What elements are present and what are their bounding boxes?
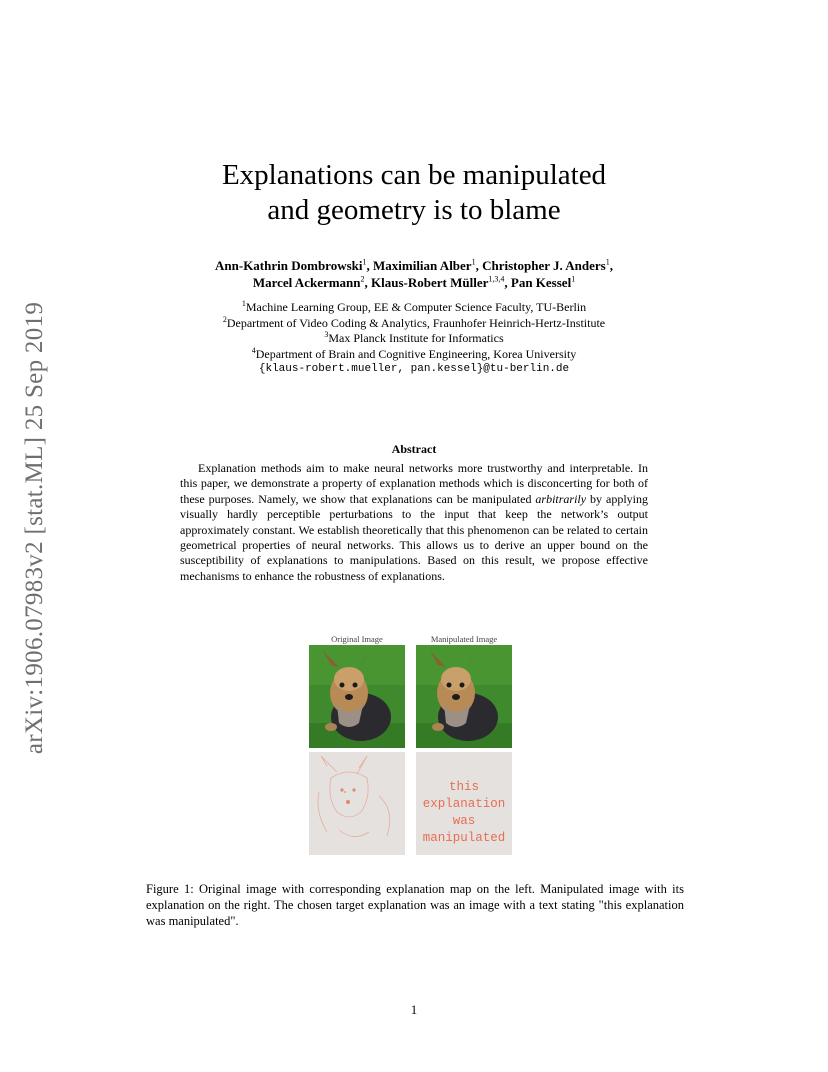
affiliation-item: $^4$Department of Brain and Cognitive Engineering, Korea University xyxy=(251,345,577,361)
affiliation-list xyxy=(0,300,828,378)
author-affiliation-mark: 1 xyxy=(571,274,576,284)
author-affiliation-mark: 2 xyxy=(360,274,365,284)
manipulated-dog-image xyxy=(416,645,512,748)
author-name: Ann-Kathrin Dombrowski xyxy=(215,258,363,273)
affiliation-item: $^2$Department of Video Coding & Analytics, Fraunhofer Heinrich-Hertz-Institute xyxy=(222,314,606,330)
author-name: Marcel Ackermann xyxy=(252,275,361,290)
title-line-2: and geometry is to blame xyxy=(267,194,561,226)
author-line-1: Ann-Kathrin Dombrowski$^1$, Maximilian Alber$^1$, Christopher J. Anders$^1$, xyxy=(215,257,613,273)
contact-email: {klaus-robert.mueller, pan.kessel}@tu-berlin.de xyxy=(258,363,570,375)
paper-title xyxy=(0,158,828,228)
abstract-heading: Abstract xyxy=(391,442,437,456)
abstract-body xyxy=(180,461,648,584)
author-affiliation-mark: 1,3,4 xyxy=(488,274,505,284)
page-number: 1 xyxy=(410,1003,418,1017)
abstract-paragraph: Explanation methods aim to make neural networks more trustworthy and interpretable. In this paper, we demonstrate a property of explanation methods which is disconcerting for both of these purposes. Namely, we show that explanations can be manipulated arbitrarily by applying visually hardly perceptible perturbations to the input that keep the network’s output approximately constant. We establish theoretically that this phenomenon can be related to certain geometrical properties of neural networks. This allows us to derive an upper bound on the susceptibility of explanations to manipulations. Based on this result, we propose effective mechanisms to enhance the robustness of explanations. xyxy=(180,461,648,583)
title-line-1: Explanations can be manipulated xyxy=(221,159,607,191)
author-affiliation-mark: 1 xyxy=(362,257,367,267)
author-name: Pan Kessel xyxy=(510,275,572,290)
abstract-emphasis: arbitrarily xyxy=(535,491,587,506)
arxiv-identifier-stamp: arXiv:1906.07983v2 [stat.ML] 25 Sep 2019 xyxy=(21,301,48,755)
author-line-2: Marcel Ackermann$^2$, Klaus-Robert Müller$^{1,3,4}$, Pan Kessel$^1$ xyxy=(252,274,576,290)
original-dog-image xyxy=(309,645,405,748)
heatmap-text-line: explanation xyxy=(422,797,506,811)
original-explanation-heatmap xyxy=(309,752,405,855)
heatmap-text-line: was xyxy=(452,814,476,828)
figure-label-original: Original Image xyxy=(331,634,383,644)
author-name: Maximilian Alber xyxy=(373,258,472,273)
author-affiliation-mark: 1 xyxy=(471,257,476,267)
figure-caption: Figure 1: Original image with corresponding explanation map on the left. Manipulated image with its explanation on the right. The chosen target explanation was an image with a text stating "this explanation was manipulated". xyxy=(146,882,684,928)
author-affiliation-mark: 1 xyxy=(605,257,610,267)
heatmap-text-line: this xyxy=(448,780,480,794)
affiliation-item: $^3$Max Planck Institute for Informatics xyxy=(324,330,504,345)
author-name: Klaus-Robert Müller xyxy=(371,275,489,290)
heatmap-text-line: manipulated xyxy=(422,831,506,845)
affiliation-item: $^1$Machine Learning Group, EE & Computer Science Faculty, TU-Berlin xyxy=(241,299,587,314)
manipulated-explanation-heatmap xyxy=(416,752,512,855)
author-list xyxy=(0,257,828,291)
author-name: Christopher J. Anders xyxy=(482,258,606,273)
figure-label-manipulated: Manipulated Image xyxy=(430,634,498,644)
